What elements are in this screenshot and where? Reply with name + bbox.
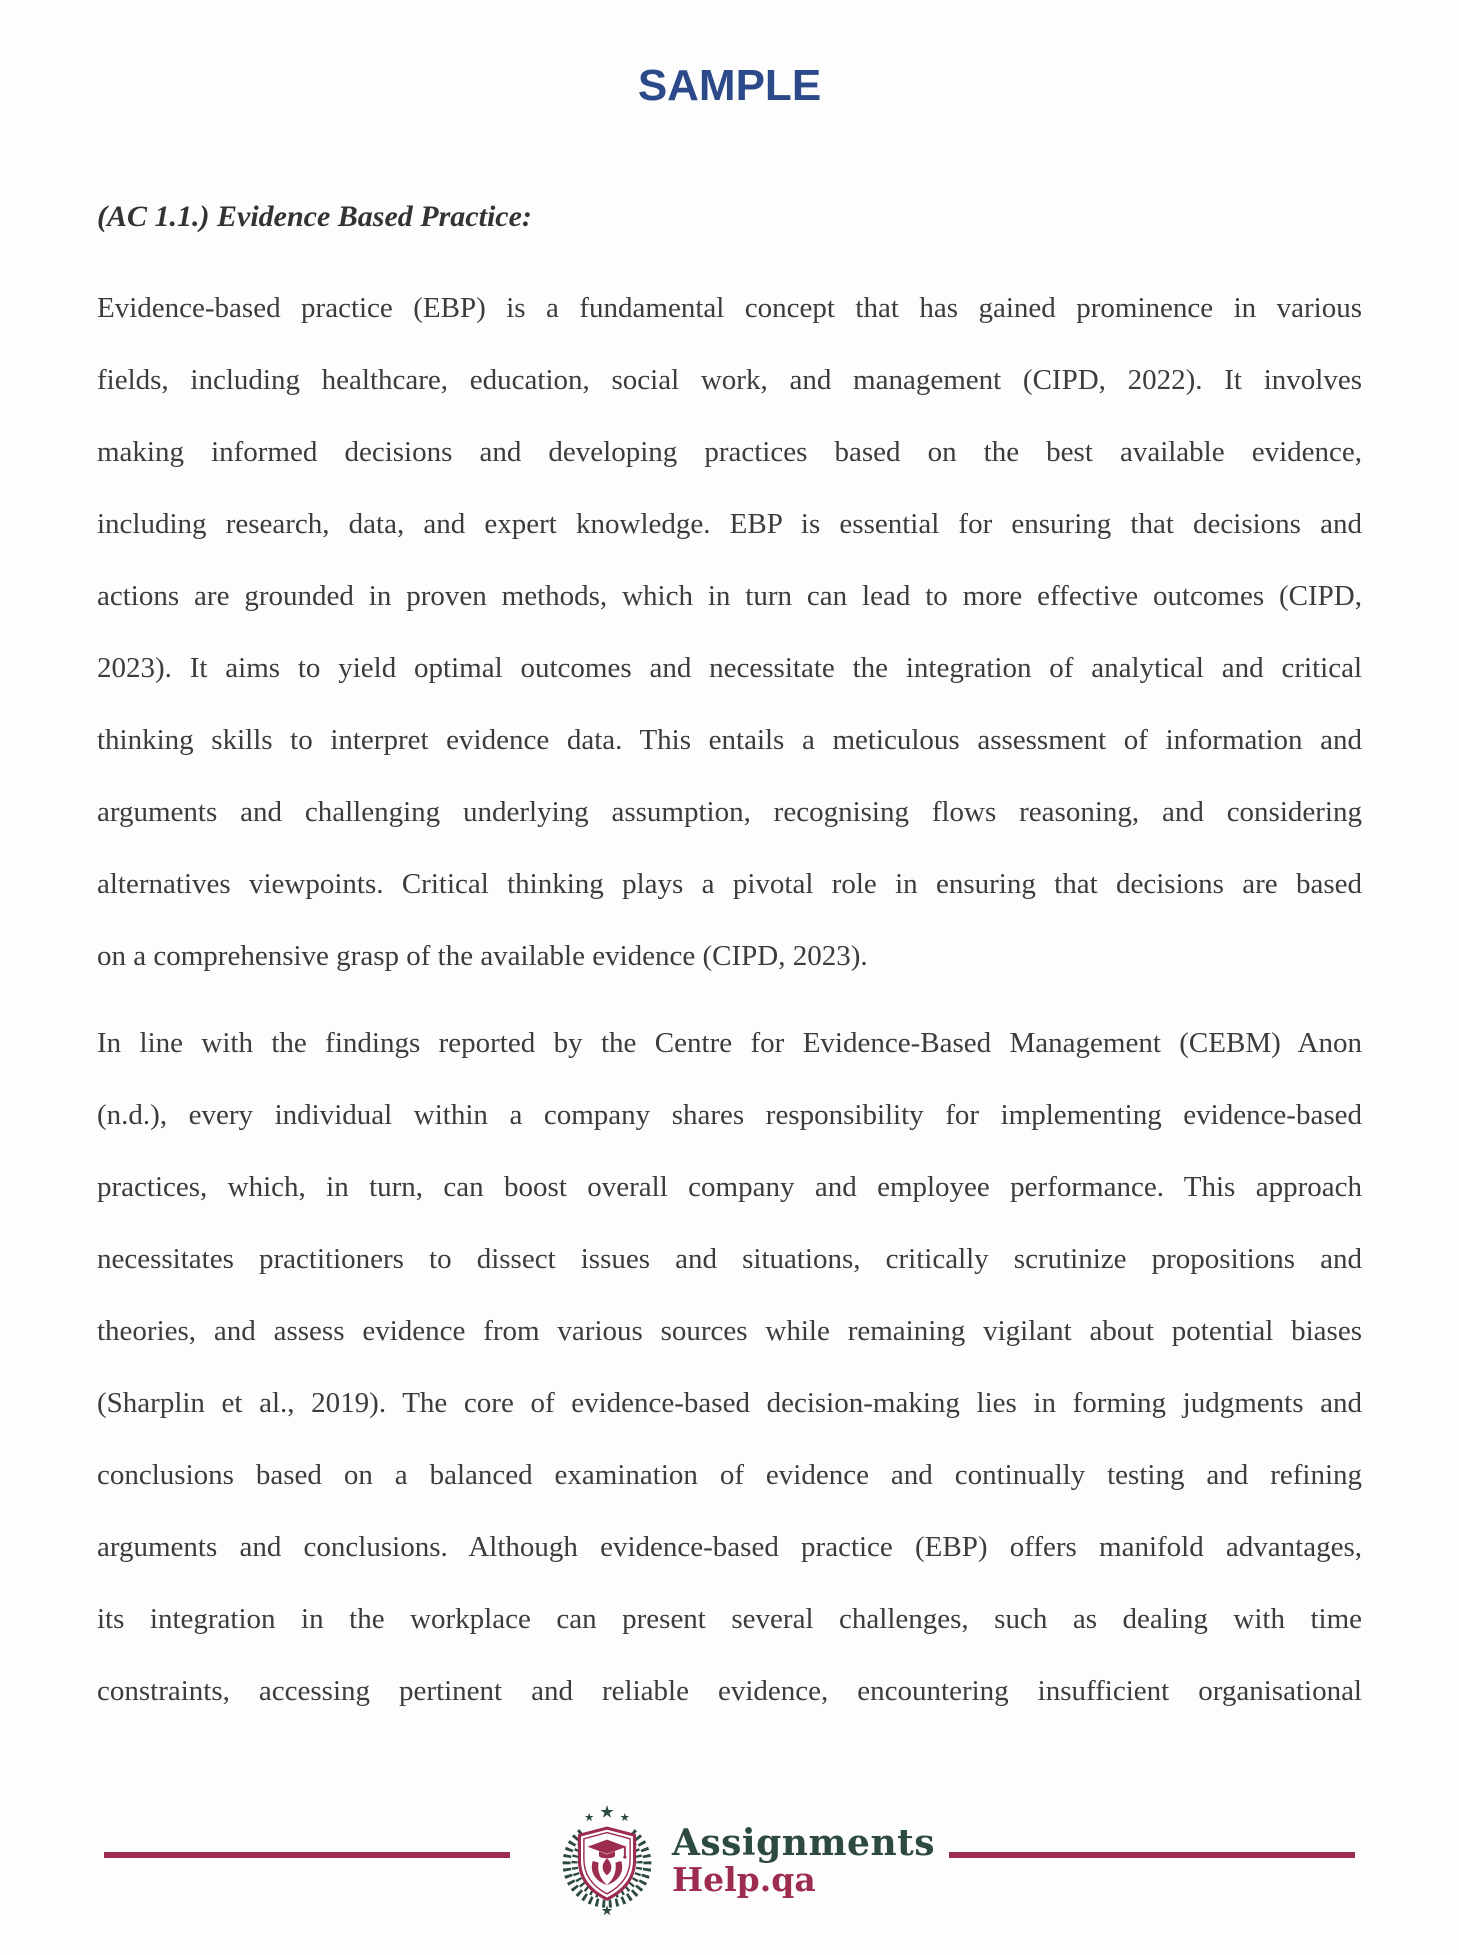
star-icon (620, 1813, 629, 1821)
paragraph (97, 1007, 1362, 1727)
text-line: fields, including healthcare, education, social work, and management (CIPD, 2022). It involves (97, 364, 1362, 396)
text-line: constraints, accessing pertinent and reliable evidence, encountering insufficient organisational (97, 1675, 1362, 1707)
text-line: necessitates practitioners to dissect issues and situations, critically scrutinize propositions and (97, 1243, 1362, 1275)
brand-text (672, 1824, 935, 1898)
text-line: conclusions based on a balanced examination of evidence and continually testing and refining (97, 1459, 1362, 1491)
text-line: on a comprehensive grasp of the available evidence (CIPD, 2023). (97, 940, 868, 972)
footer-rule-left (104, 1852, 510, 1858)
text-line: practices, which, in turn, can boost overall company and employee performance. This approach (97, 1171, 1362, 1203)
paragraph (97, 272, 1362, 992)
text-line: thinking skills to interpret evidence data. This entails a meticulous assessment of information and (97, 724, 1362, 756)
body-paragraphs (97, 272, 1362, 1727)
text-line: (Sharplin et al., 2019). The core of evidence-based decision-making lies in forming judgments and (97, 1387, 1362, 1419)
text-line: alternatives viewpoints. Critical thinking plays a pivotal role in ensuring that decisions are based (97, 868, 1362, 900)
star-icon (585, 1813, 594, 1821)
footer-brand (558, 1805, 935, 1917)
footer-rule-right (949, 1852, 1355, 1858)
text-line: 2023). It aims to yield optimal outcomes and necessitate the integration of analytical and critical (97, 652, 1362, 684)
sample-watermark: SAMPLE (637, 61, 822, 110)
brand-name: Assignments (671, 1822, 936, 1864)
text-line: arguments and conclusions. Although evidence-based practice (EBP) offers manifold advantages, (97, 1531, 1362, 1563)
star-icon (600, 1805, 613, 1818)
text-line: (n.d.), every individual within a company shares responsibility for implementing evidence-based (97, 1099, 1362, 1131)
text-line: theories, and assess evidence from various sources while remaining vigilant about potential biases (97, 1315, 1362, 1347)
text-line: its integration in the workplace can present several challenges, such as dealing with time (97, 1603, 1362, 1635)
text-line: In line with the findings reported by the Centre for Evidence-Based Management (CEBM) Anon (97, 1027, 1362, 1059)
text-line: including research, data, and expert knowledge. EBP is essential for ensuring that decisions and (97, 508, 1362, 540)
text-line: actions are grounded in proven methods, which in turn can lead to more effective outcomes (CIPD, (97, 580, 1362, 612)
section-heading: (AC 1.1.) Evidence Based Practice: (97, 200, 532, 233)
graduation-shield-laurel-icon (558, 1805, 656, 1917)
text-line: arguments and challenging underlying assumption, recognising flows reasoning, and considering (97, 796, 1362, 828)
text-line: Evidence-based practice (EBP) is a fundamental concept that has gained prominence in various (97, 292, 1362, 324)
footer (97, 1805, 1362, 1917)
brand-domain: Help.qa (671, 1860, 816, 1899)
text-line: making informed decisions and developing practices based on the best available evidence, (97, 436, 1362, 468)
